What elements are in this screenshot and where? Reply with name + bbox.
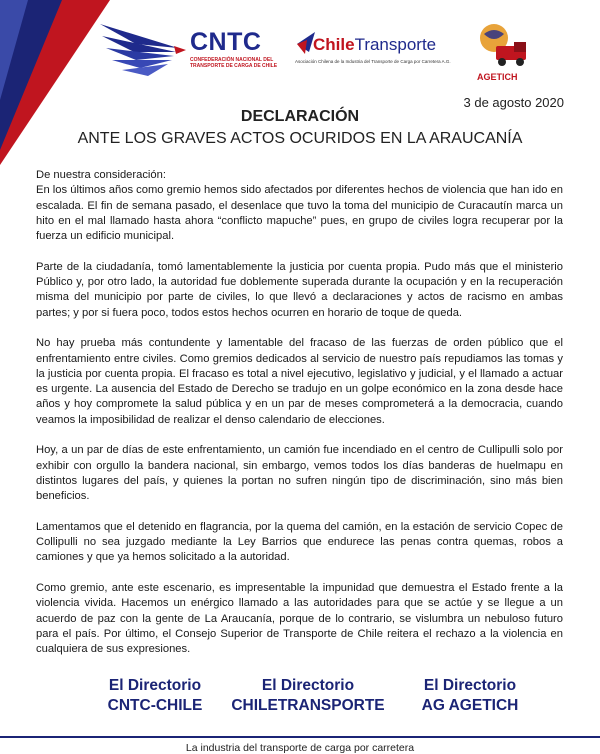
paragraph: En los últimos años como gremio hemos sido afectados por diferentes hechos de violencia que han ido en escalada. El fin de semana pasado, el desenlace que tuvo la toma del municipio de Curacautín marca un hito en el mal llamado hasta ahora “conflicto mapuche” pues, en grupo de civiles logra recuperar por la fuerza un edificio municipal.	[36, 184, 563, 243]
signature-cntc	[95, 676, 215, 716]
paragraph: Lamentamos que el detenido en flagrancia, por la quema del camión, en la estación de servicio Copec de Collipulli no sea juzgado mediante la Ley Barrios que endurece las penas contra quemas, robos a camiones y que ya hemos solicitado a la autoridad.	[36, 520, 563, 564]
signature-line1: El Directorio	[108, 677, 202, 694]
document-date: 3 de agosto 2020	[463, 95, 564, 110]
agetich-name: AGETICH	[477, 72, 518, 82]
paragraph: Parte de la ciudadanía, tomó lamentablemente la justicia por cuenta propia. Pudo más que el ministerio Público y, por otro lado, la autoridad fue doblemente superada durante la ocupación y en la recuperación misma del municipio por parte de civiles, lo que llevó a declaraciones y actos de racismo en ambas partes; y por si fuera poco, todos estos hechos ocurren en horario de toque de queda.	[36, 260, 563, 319]
eagle-icon	[96, 18, 188, 80]
paragraph: Como gremio, ante este escenario, es impresentable la impunidad que demuestra el Estado frente a la violencia vivida. Hacemos un enérgico llamado a las autoridades para que se actúe y se llegue a un acuerdo de paz con la gente de La Araucanía, porque de lo contrario, se vislumbra un nebuloso futuro para el país. Por último, el Consejo Superior de Transporte de Chile reitera el rechazo a la violencia en cualquiera de sus expresiones.	[36, 582, 563, 656]
paragraph: Hoy, a un par de días de este enfrentamiento, un camión fue incendiado en el centro de Cullipulli solo por exhibir con orgullo la bandera nacional, sin embargo, vemos todos los días banderas de huelmapu en distintos lugares del país, y quienes la portan no sufren ningún tipo de discriminación, sino más bien beneficios.	[36, 444, 563, 503]
cntc-subtitle: CONFEDERACIÓN NACIONAL DEL TRANSPORTE DE CARGA DE CHILE	[190, 57, 278, 69]
greeting: De nuestra consideración:	[36, 169, 166, 181]
signature-line2: AG AGETICH	[421, 697, 519, 714]
chiletransporte-name: ChileTransporte	[313, 35, 437, 54]
cntc-logo	[96, 18, 278, 80]
chiletransporte-subtitle: Asociación Chilena de la Industria del Transporte de Carga por Carretera A.G.	[295, 59, 451, 64]
chiletransporte-logo	[295, 30, 455, 80]
signature-line2: CNTC-CHILE	[107, 697, 203, 714]
cntc-name: CNTC	[190, 28, 262, 56]
signature-block	[0, 676, 600, 724]
footer-text: La industria del transporte de carga por carretera	[185, 742, 415, 754]
footer-divider	[0, 736, 600, 738]
header-logos	[0, 8, 600, 88]
document-body	[36, 168, 563, 673]
globe-truck-icon	[472, 16, 532, 72]
signature-line1: El Directorio	[261, 677, 355, 694]
paragraph: No hay prueba más contundente y lamentable del fracaso de las fuerzas de orden público que el enfrentamiento entre civiles. Como gremios dedicados al servicio de nuestro país repudiamos las tomas y la justicia por cuenta propia. El fracaso es total a nivel ejecutivo, legislativo y judicial, y el llamado a actuar es urgente. La ausencia del Estado de Derecho se tradujo en un golpe económico en la zona desde hace años y hoy compromete la salud pública y en un par de meses comprometerá a la democracia, cuando veamos la imposibilidad de realizar el denso calendario de elecciones.	[36, 337, 563, 426]
document-title: DECLARACIÓN	[240, 108, 360, 125]
signature-chiletransporte	[228, 676, 388, 716]
signature-agetich	[405, 676, 535, 716]
document-subtitle: ANTE LOS GRAVES ACTOS OCURIDOS EN LA ARAUCANÍA	[77, 130, 523, 147]
agetich-logo	[472, 16, 532, 84]
signature-line1: El Directorio	[423, 677, 517, 694]
signature-line2: CHILETRANSPORTE	[231, 697, 385, 714]
